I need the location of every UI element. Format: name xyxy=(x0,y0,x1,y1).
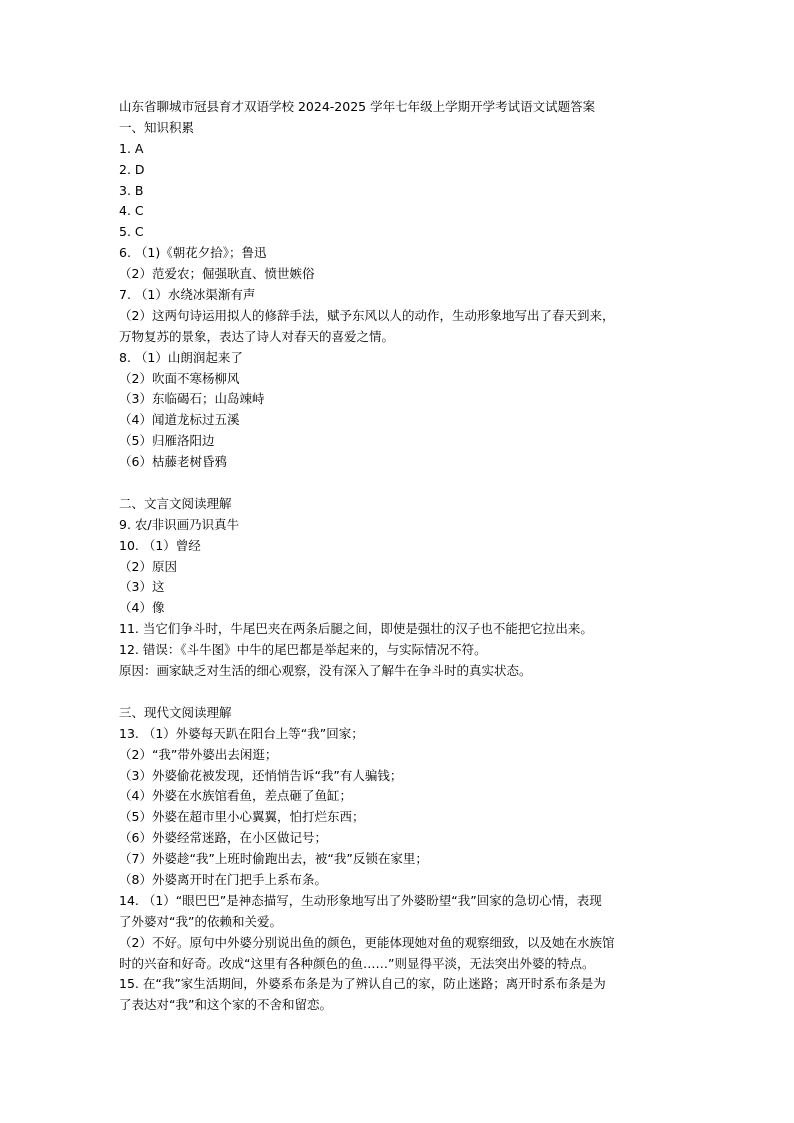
text-line: 11. 当它们争斗时，牛尾巴夹在两条后腿之间，即使是强壮的汉子也不能把它拉出来。 xyxy=(119,621,593,637)
text-line: （3）东临碣石；山岛竦峙 xyxy=(119,391,265,407)
text-line: （5）外婆在超市里小心翼翼，怕打烂东西； xyxy=(119,809,365,825)
text-line: 6. （1)《朝花夕拾》；鲁迅 xyxy=(119,245,267,261)
text-line: （2）范爱农；倔强耿直、愤世嫉俗 xyxy=(119,266,315,282)
text-line: 1. A xyxy=(119,140,144,156)
text-line: 3. B xyxy=(119,182,144,198)
text-line: （6）枯藤老树昏鸦 xyxy=(119,454,227,470)
text-line: （3）这 xyxy=(119,579,165,595)
document-title: 山东省聊城市冠县育才双语学校 2024-2025 学年七年级上学期开学考试语文试题答案 xyxy=(119,99,596,114)
text-line: 7. （1）水绕冰渠渐有声 xyxy=(119,287,256,303)
text-line: 二、文言文阅读理解 xyxy=(119,495,232,511)
text-line: 一、知识积累 xyxy=(119,119,195,135)
text-line: 13. （1）外婆每天趴在阳台上等“我”回家； xyxy=(119,725,364,741)
answer-document xyxy=(119,97,679,1016)
text-line: （3）外婆偷花被发现，还悄悄告诉“我”有人骗钱； xyxy=(119,767,403,783)
text-line: 万物复苏的景象，表达了诗人对春天的喜爱之情。 xyxy=(119,328,395,344)
text-line: 9. 农/非识画乃识真牛 xyxy=(119,516,240,532)
text-line: 8. （1）山朗润起来了 xyxy=(119,349,243,365)
text-line: 原因：画家缺乏对生活的细心观察，没有深入了解牛在争斗时的真实状态。 xyxy=(119,663,532,679)
blank-line xyxy=(119,473,679,494)
text-line: （5）归雁洛阳边 xyxy=(119,433,215,449)
blank-line xyxy=(119,682,679,703)
text-line: （2）原因 xyxy=(119,558,177,574)
text-line: 了外婆对“我”的依赖和关爱。 xyxy=(119,913,282,929)
text-line: （2）这两句诗运用拟人的修辞手法，赋予东风以人的动作，生动形象地写出了春天到来， xyxy=(119,307,615,323)
text-line: 2. D xyxy=(119,161,145,177)
document-body xyxy=(119,118,679,1016)
text-line: （2）不好。原句中外婆分别说出鱼的颜色，更能体现她对鱼的观察细致，以及她在水族馆 xyxy=(119,934,615,950)
text-line: （4）像 xyxy=(119,600,165,616)
text-line: 了表达对“我”和这个家的不舍和留恋。 xyxy=(119,997,332,1013)
text-line: 5. C xyxy=(119,224,144,240)
text-line: 三、现代文阅读理解 xyxy=(119,704,232,720)
text-line: （7）外婆趁“我”上班时偷跑出去，被“我”反锁在家里； xyxy=(119,851,428,867)
text-line: （2）吹面不寒杨柳风 xyxy=(119,370,240,386)
text-line: 12. 错误：《斗牛图》中牛的尾巴都是举起来的，与实际情况不符。 xyxy=(119,642,487,658)
text-line: （6）外婆经常迷路，在小区做记号； xyxy=(119,830,327,846)
text-line: （8）外婆离开时在门把手上系布条。 xyxy=(119,871,327,887)
text-line: 15. 在“我”家生活期间，外婆系布条是为了辨认自己的家，防止迷路；离开时系布条是为 xyxy=(119,976,606,992)
text-line: （4）闻道龙标过五溪 xyxy=(119,412,240,428)
text-line: 10. （1）曾经 xyxy=(119,537,201,553)
text-line: 4. C xyxy=(119,203,144,219)
text-line: 时的兴奋和好奇。改成“这里有各种颜色的鱼……”则显得平淡，无法突出外婆的特点。 xyxy=(119,955,595,971)
text-line: （2）“我”带外婆出去闲逛； xyxy=(119,746,278,762)
text-line: （4）外婆在水族馆看鱼，差点砸了鱼缸； xyxy=(119,788,352,804)
text-line: 14. （1）“眼巴巴”是神态描写，生动形象地写出了外婆盼望“我”回家的急切心情，表现 xyxy=(119,892,602,908)
